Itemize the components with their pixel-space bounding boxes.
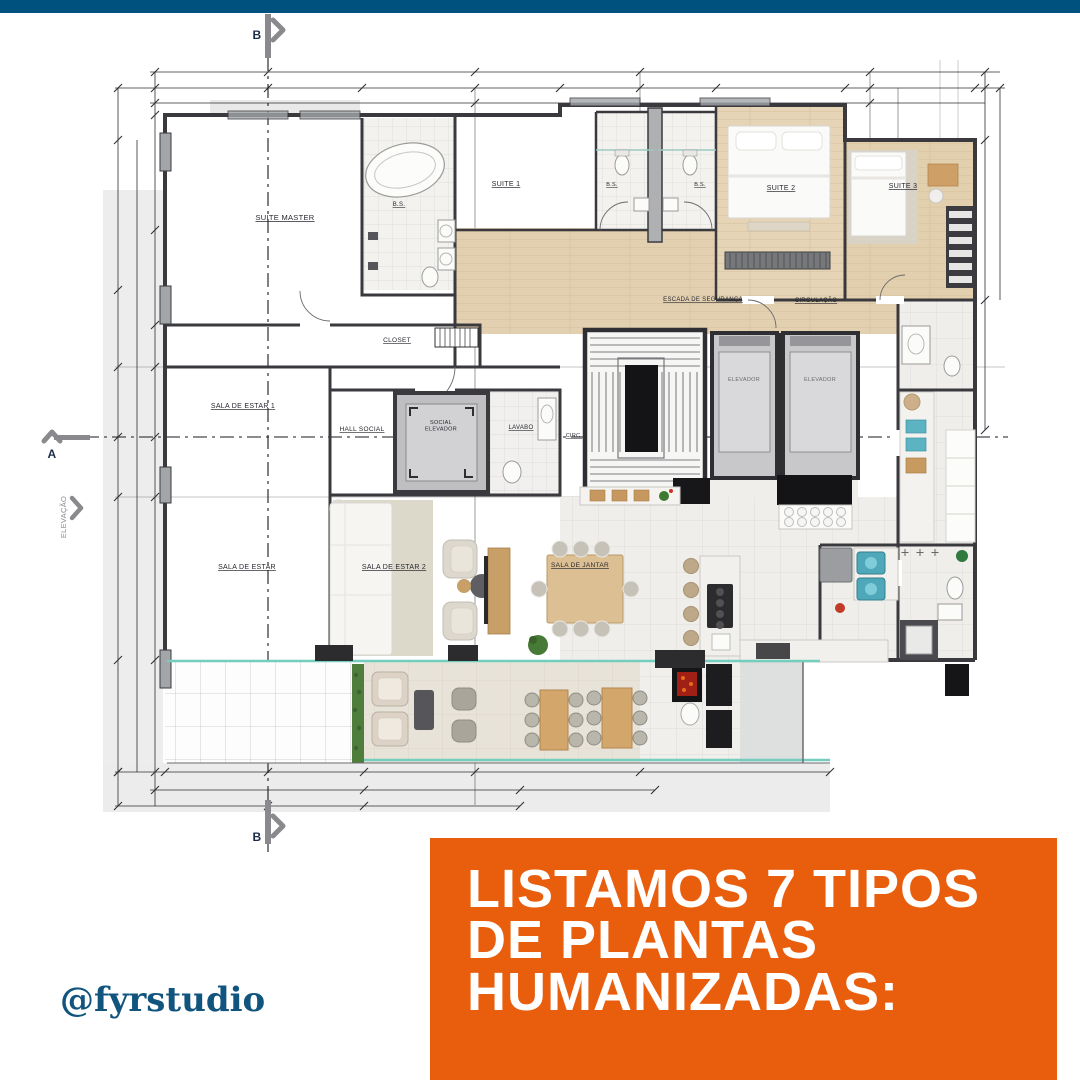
plan-label: SOCIAL ELEVADOR bbox=[425, 420, 457, 433]
plan-label: ESCADA DE SEGURANÇA bbox=[663, 297, 743, 303]
plan-label: SUITE 2 bbox=[766, 185, 796, 192]
section-marker-a bbox=[44, 432, 90, 441]
plan-label: ELEVADOR bbox=[804, 377, 836, 383]
plan-label: B.S. bbox=[694, 182, 706, 188]
plan-label: LAVABO bbox=[508, 425, 534, 431]
stairs bbox=[585, 330, 705, 497]
plan-label: ELEVAÇÃO bbox=[59, 495, 68, 539]
plan-label: SALA DE ESTAR 1 bbox=[210, 403, 276, 410]
plan-label: A bbox=[47, 447, 57, 461]
plan-label: SALA DE ESTAR 2 bbox=[361, 564, 427, 571]
banner-line-3: HUMANIZADAS: bbox=[467, 961, 899, 1022]
section-marker-b-top bbox=[265, 14, 283, 58]
plan-label: HALL SOCIAL bbox=[339, 426, 385, 433]
plan-label: B bbox=[252, 28, 262, 42]
plan-label: CIRC. bbox=[565, 433, 583, 439]
elevators bbox=[712, 333, 858, 478]
plan-label: B.S. bbox=[606, 182, 618, 188]
banner bbox=[430, 838, 1057, 1080]
closet-hatch bbox=[435, 328, 478, 347]
banner-line-2: DE PLANTAS bbox=[467, 910, 819, 971]
social-elevator bbox=[395, 393, 488, 492]
plan-label: ELEVADOR bbox=[728, 377, 760, 383]
plan-label: CIRCULAÇÃO bbox=[794, 298, 838, 304]
plan-label: CLOSET bbox=[383, 337, 411, 344]
plan-label: SUITE 3 bbox=[888, 183, 918, 190]
instagram-handle: @fyrstudio bbox=[60, 980, 266, 1020]
plan-label: B bbox=[252, 830, 262, 844]
plan-label: SUITE 1 bbox=[491, 181, 521, 188]
living-furniture bbox=[330, 503, 548, 655]
banner-line-1: LISTAMOS 7 TIPOS bbox=[467, 859, 981, 919]
banner-title bbox=[467, 859, 1057, 1022]
dining-furniture bbox=[531, 541, 639, 637]
elevation-marker bbox=[72, 498, 81, 518]
plan-label: SALA DE ESTAR bbox=[218, 564, 276, 571]
plan-label: SUITE MASTER bbox=[255, 213, 315, 222]
plan-label: SALA DE JANTAR bbox=[551, 562, 609, 569]
plan-label: B.S. bbox=[392, 202, 406, 208]
